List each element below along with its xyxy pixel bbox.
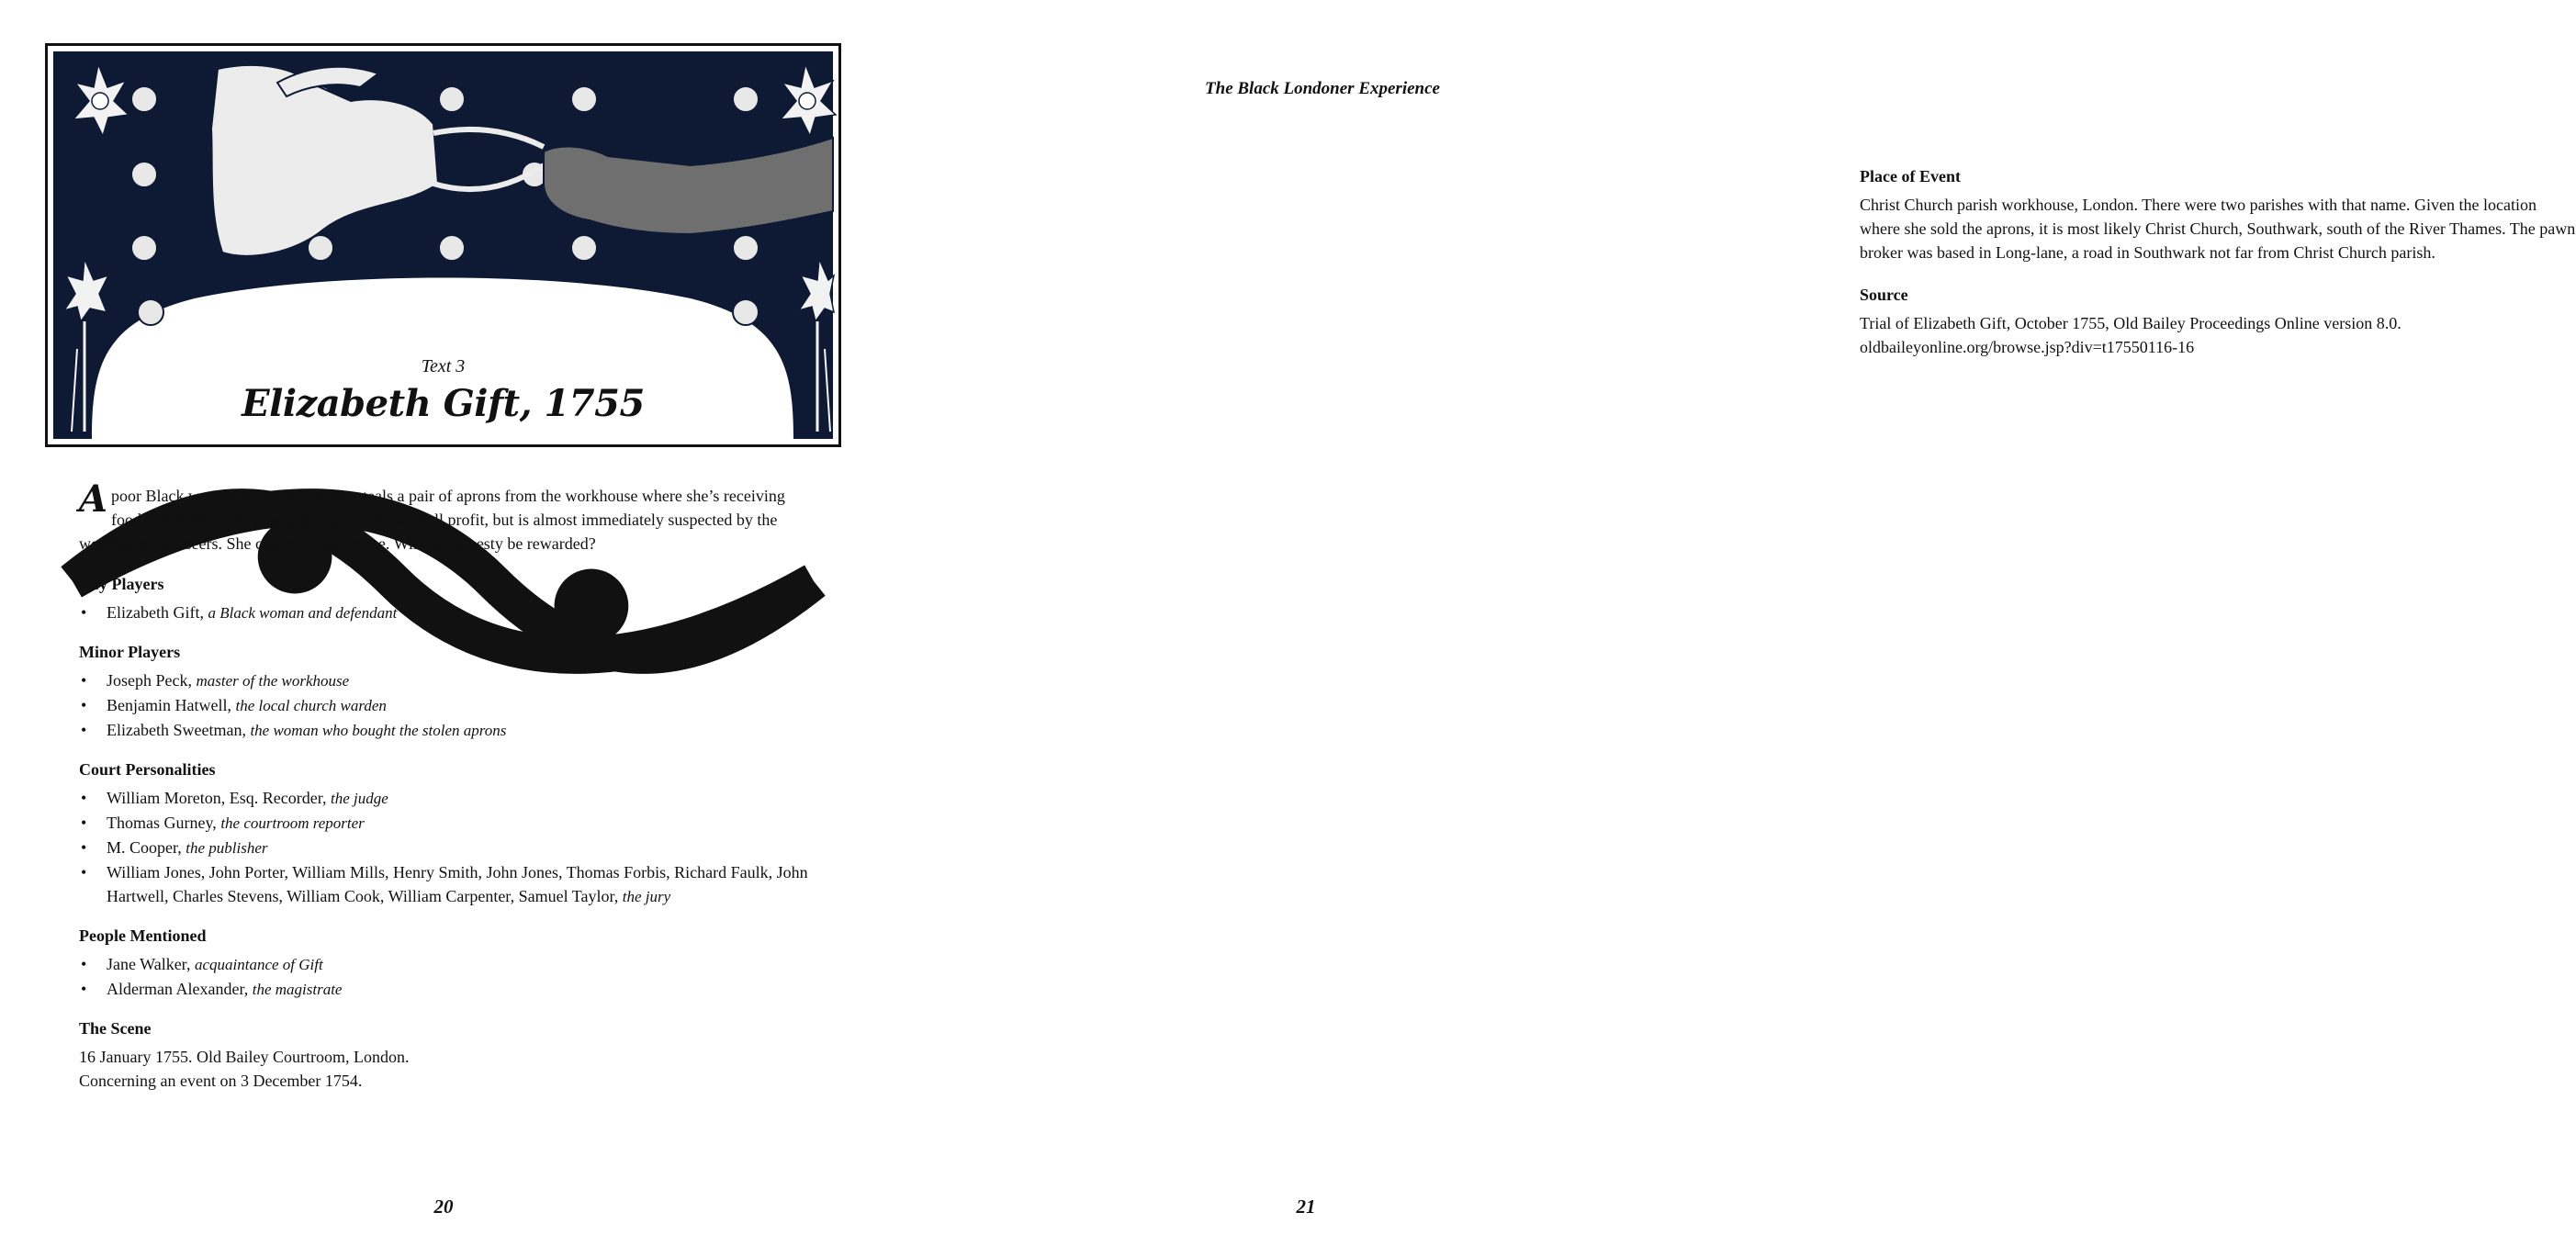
key-players-list [79,601,814,625]
scene-line-2: Concerning an event on 3 December 1754. [79,1072,363,1090]
scene-line-1: 16 January 1755. Old Bailey Courtroom, London. [79,1048,410,1066]
key-players-heading: Key Players [79,575,164,593]
right-column [1860,164,2576,377]
page-number-left: 20 [433,1195,454,1218]
title-banner [45,43,841,447]
intro-paragraph [79,477,814,556]
text-number: Text 3 [421,356,466,376]
list-item: • M. Cooper, the publisher [79,836,814,860]
list-item: • Joseph Peck, master of the workhouse [79,668,814,693]
left-column [79,477,814,1093]
source-text: Trial of Elizabeth Gift, October 1755, Old Bailey Proceedings Online version 8.0. oldbaileyonline.org/browse.jsp?div=t17550116-16 [1860,314,2402,356]
left-page [0,0,882,1246]
list-item: • Elizabeth Sweetman, the woman who bought the stolen aprons [79,718,814,743]
people-mentioned-list [79,952,814,1002]
court-personalities-list [79,786,814,909]
list-item: • William Jones, John Porter, William Mills, Henry Smith, John Jones, Thomas Forbis, Richard Faulk, John Hartwell, Charles Stevens, William Cook, William Carpenter, Samuel Taylor, the jury [79,860,814,909]
source-heading: Source [1860,286,1908,304]
court-personalities-heading: Court Personalities [79,760,216,779]
page-number-right: 21 [1296,1195,1316,1218]
intro-text: poor Black woman in South London steals a pair of aprons from the workhouse where she’s receiving food and shelter. She pawns the aprons for a small profit, but is almost immediately suspected by the workhouse overseers. She confesses her crime. Will her honesty be rewarded? [79,487,785,553]
list-item: • William Moreton, Esq. Recorder, the judge [79,786,814,811]
people-mentioned-heading: People Mentioned [79,926,207,945]
title-row [48,382,838,425]
page-title: Elizabeth Gift, 1755 [242,382,645,425]
list-item: • Thomas Gurney, the courtroom reporter [79,811,814,836]
running-head: The Black Londoner Experience [1205,79,1440,98]
place-text: Christ Church parish workhouse, London. There were two parishes with that name. Given the location where she sold the aprons, it is most likely Christ Church, Southwark, south of the River Thames. The pawn broker was based in Long-lane, a road in Southwark not far from Christ Church parish. [1860,196,2576,262]
scene-heading: The Scene [79,1019,152,1038]
list-item: • Alderman Alexander, the magistrate [79,977,814,1002]
minor-players-heading: Minor Players [79,643,181,661]
drop-cap: A [79,477,108,521]
list-item: • Elizabeth Gift, a Black woman and defendant [79,601,814,625]
list-item: • Jane Walker, acquaintance of Gift [79,952,814,977]
minor-players-list [79,668,814,743]
right-page [882,0,2576,1246]
place-heading: Place of Event [1860,167,1961,185]
list-item: • Benjamin Hatwell, the local church warden [79,693,814,718]
